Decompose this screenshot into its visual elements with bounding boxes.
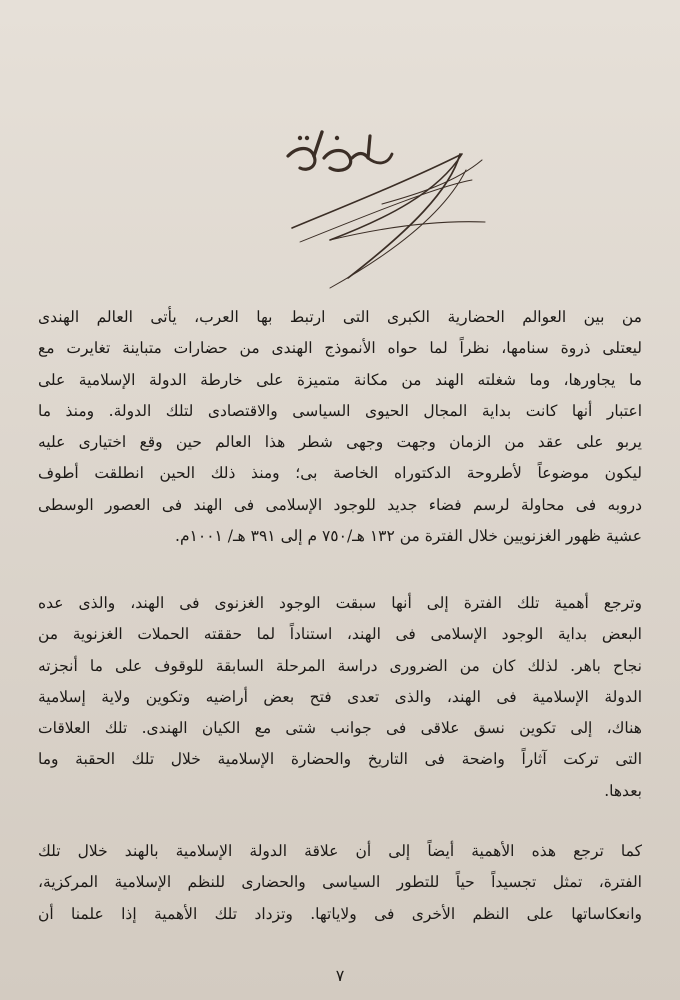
text-line: هناك، إلى تكوين نسق علاقى فى جوانب شتى مع الكيان الهندى. تلك العلاقات — [38, 719, 642, 738]
text-line: الفترة، تمثل تجسيداً حياً للتطور السياسى والحضارى للنظم الإسلامية المركزية، — [38, 873, 642, 892]
paragraph-3 — [38, 836, 642, 930]
text-line: ليعتلى ذروة سنامها، نظراً لما حواه الأنموذج الهندى من حضارات متباينة تغايرت مع — [38, 339, 642, 358]
text-line: التى تركت آثاراً واضحة فى التاريخ والحضارة الإسلامية خلال تلك الحقبة وما — [38, 750, 642, 769]
text-line: كما ترجع هذه الأهمية أيضاً إلى أن علاقة الدولة الإسلامية بالهند خلال تلك — [38, 842, 642, 860]
text-line: البعض بداية الوجود الإسلامى فى الهند، استناداً لما حققته الحملات الغزنوية من — [38, 625, 642, 644]
text-line: ليكون موضوعاً لأطروحة الدكتوراه الخاصة بى؛ ومنذ ذلك الحين انطلقت أطوف — [38, 464, 642, 483]
text-line: دروبه فى محاولة لرسم فضاء جديد للوجود الإسلامى فى الهند فى العصور الوسطى — [38, 495, 642, 514]
calligraphic-heading-icon — [270, 110, 520, 290]
page-number: ٧ — [335, 966, 345, 985]
text-line: بعدها. — [604, 781, 642, 800]
text-line: الدولة الإسلامية فى الهند، والذى تعدى فتح بعض أراضيه وتكوين ولاية إسلامية — [38, 687, 642, 706]
text-line: عشية ظهور الغزنويين خلال الفترة من ١٣٢ هـ/٧٥٠ م إلى ٣٩١ هـ/ ١٠٠١م. — [175, 527, 642, 546]
page-heading — [280, 112, 390, 113]
text-line: وترجع أهمية تلك الفترة إلى أنها سبقت الوجود الغزنوى فى الهند، والذى عده — [38, 594, 642, 612]
text-line: يربو على عقد من الزمان وجهت وجهى شطر هذا العالم حين وقع اختيارى عليه — [38, 433, 642, 452]
text-line: ما يجاورها، وما شغلته الهند من مكانة متميزة على خارطة الدولة الإسلامية على — [38, 370, 642, 389]
text-line: نجاح باهر. لذلك كان من الضرورى دراسة المرحلة السابقة للوقوف على ما أنجزته — [38, 656, 642, 675]
text-line: من بين العوالم الحضارية الكبرى التى ارتبط بها العرب، يأتى العالم الهندى — [38, 308, 642, 326]
paragraph-1 — [38, 302, 642, 552]
paragraph-2 — [38, 588, 642, 807]
text-line: وانعكاساتها على النظم الأخرى فى ولاياتها. وتزداد تلك الأهمية إذا علمنا أن — [38, 904, 642, 923]
text-line: اعتبار أنها كانت بداية المجال الحيوى السياسى والاقتصادى لتلك الدولة. ومنذ ما — [38, 401, 642, 420]
